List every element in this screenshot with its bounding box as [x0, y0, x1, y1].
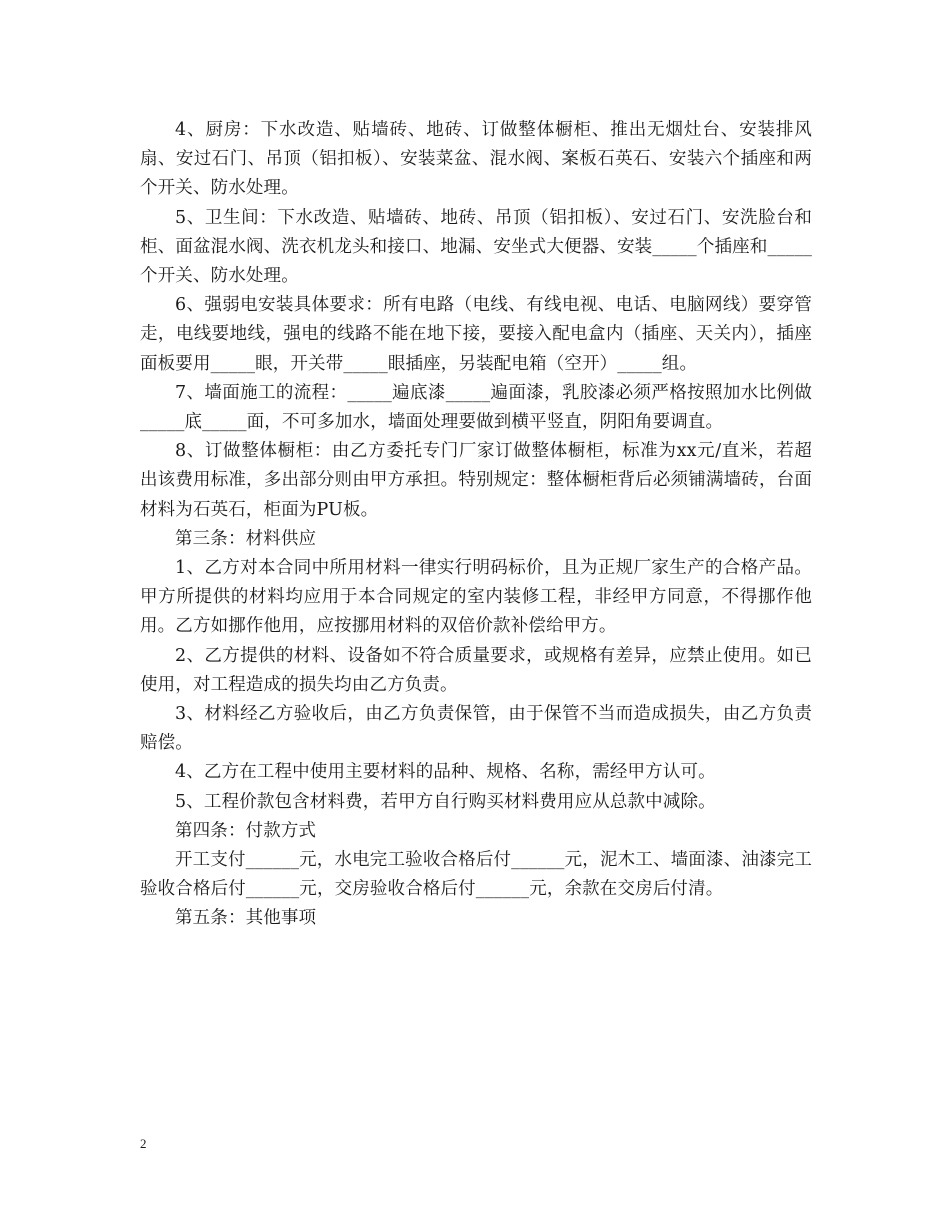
material-clause-2: 2、乙方提供的材料、设备如不符合质量要求，或规格有差异，应禁止使用。如已使用，对工程造成的损失均由乙方负责。	[140, 645, 812, 695]
clause-kitchen: 4、厨房：下水改造、贴墙砖、地砖、订做整体橱柜、推出无烟灶台、安装排风扇、安过石门、吊顶（铝扣板）、安装菜盆、混水阀、案板石英石、安装六个插座和两个开关、防水处理。	[140, 120, 812, 199]
clause-electrical: 6、强弱电安装具体要求：所有电路（电线、有线电视、电话、电脑网线）要穿管走，电线要地线，强电的线路不能在地下接，要接入配电盒内（插座、天关内），插座面板要用_____眼，开关带_____眼插座，另装配电箱（空开）_____组。	[140, 295, 812, 374]
material-clause-3: 3、材料经乙方验收后，由乙方负责保管，由于保管不当而造成损失，由乙方负责赔偿。	[140, 704, 812, 754]
clause-cabinet: 8、订做整体橱柜：由乙方委托专门厂家订做整体橱柜，标准为xx元/直米，若超出该费用标准，多出部分则由甲方承担。特别规定：整体橱柜背后必须铺满墙砖，台面材料为石英石，柜面为PU板。	[140, 441, 812, 520]
article-3-heading: 第三条：材料供应	[175, 528, 317, 549]
material-clause-1: 1、乙方对本合同中所用材料一律实行明码标价，且为正规厂家生产的合格产品。甲方所提供的材料均应用于本合同规定的室内装修工程，非经甲方同意，不得挪作他用。乙方如挪作他用，应按挪用材料的双倍价款补偿给甲方。	[140, 558, 812, 637]
article-4-heading: 第四条：付款方式	[175, 820, 317, 841]
payment-clause: 开工支付______元，水电完工验收合格后付______元，泥木工、墙面漆、油漆完工验收合格后付______元，交房验收合格后付______元，余款在交房后付清。	[140, 850, 812, 900]
material-clause-5: 5、工程价款包含材料费，若甲方自行购买材料费用应从总款中减除。	[175, 791, 716, 812]
clause-bathroom: 5、卫生间：下水改造、贴墙砖、地砖、吊顶（铝扣板）、安过石门、安洗脸台和柜、面盆混水阀、洗衣机龙头和接口、地漏、安坐式大便器、安装_____个插座和_____个开关、防水处理。	[140, 207, 812, 287]
article-5-heading: 第五条：其他事项	[175, 908, 317, 929]
document-body	[140, 116, 812, 934]
material-clause-4: 4、乙方在工程中使用主要材料的品种、规格、名称，需经甲方认可。	[175, 762, 716, 783]
page-number: 2	[140, 1136, 147, 1151]
clause-wall: 7、墙面施工的流程：_____遍底漆_____遍面漆，乳胶漆必须严格按照加水比例做_____底_____面，不可多加水，墙面处理要做到横平竖直，阴阳角要调直。	[140, 382, 812, 433]
